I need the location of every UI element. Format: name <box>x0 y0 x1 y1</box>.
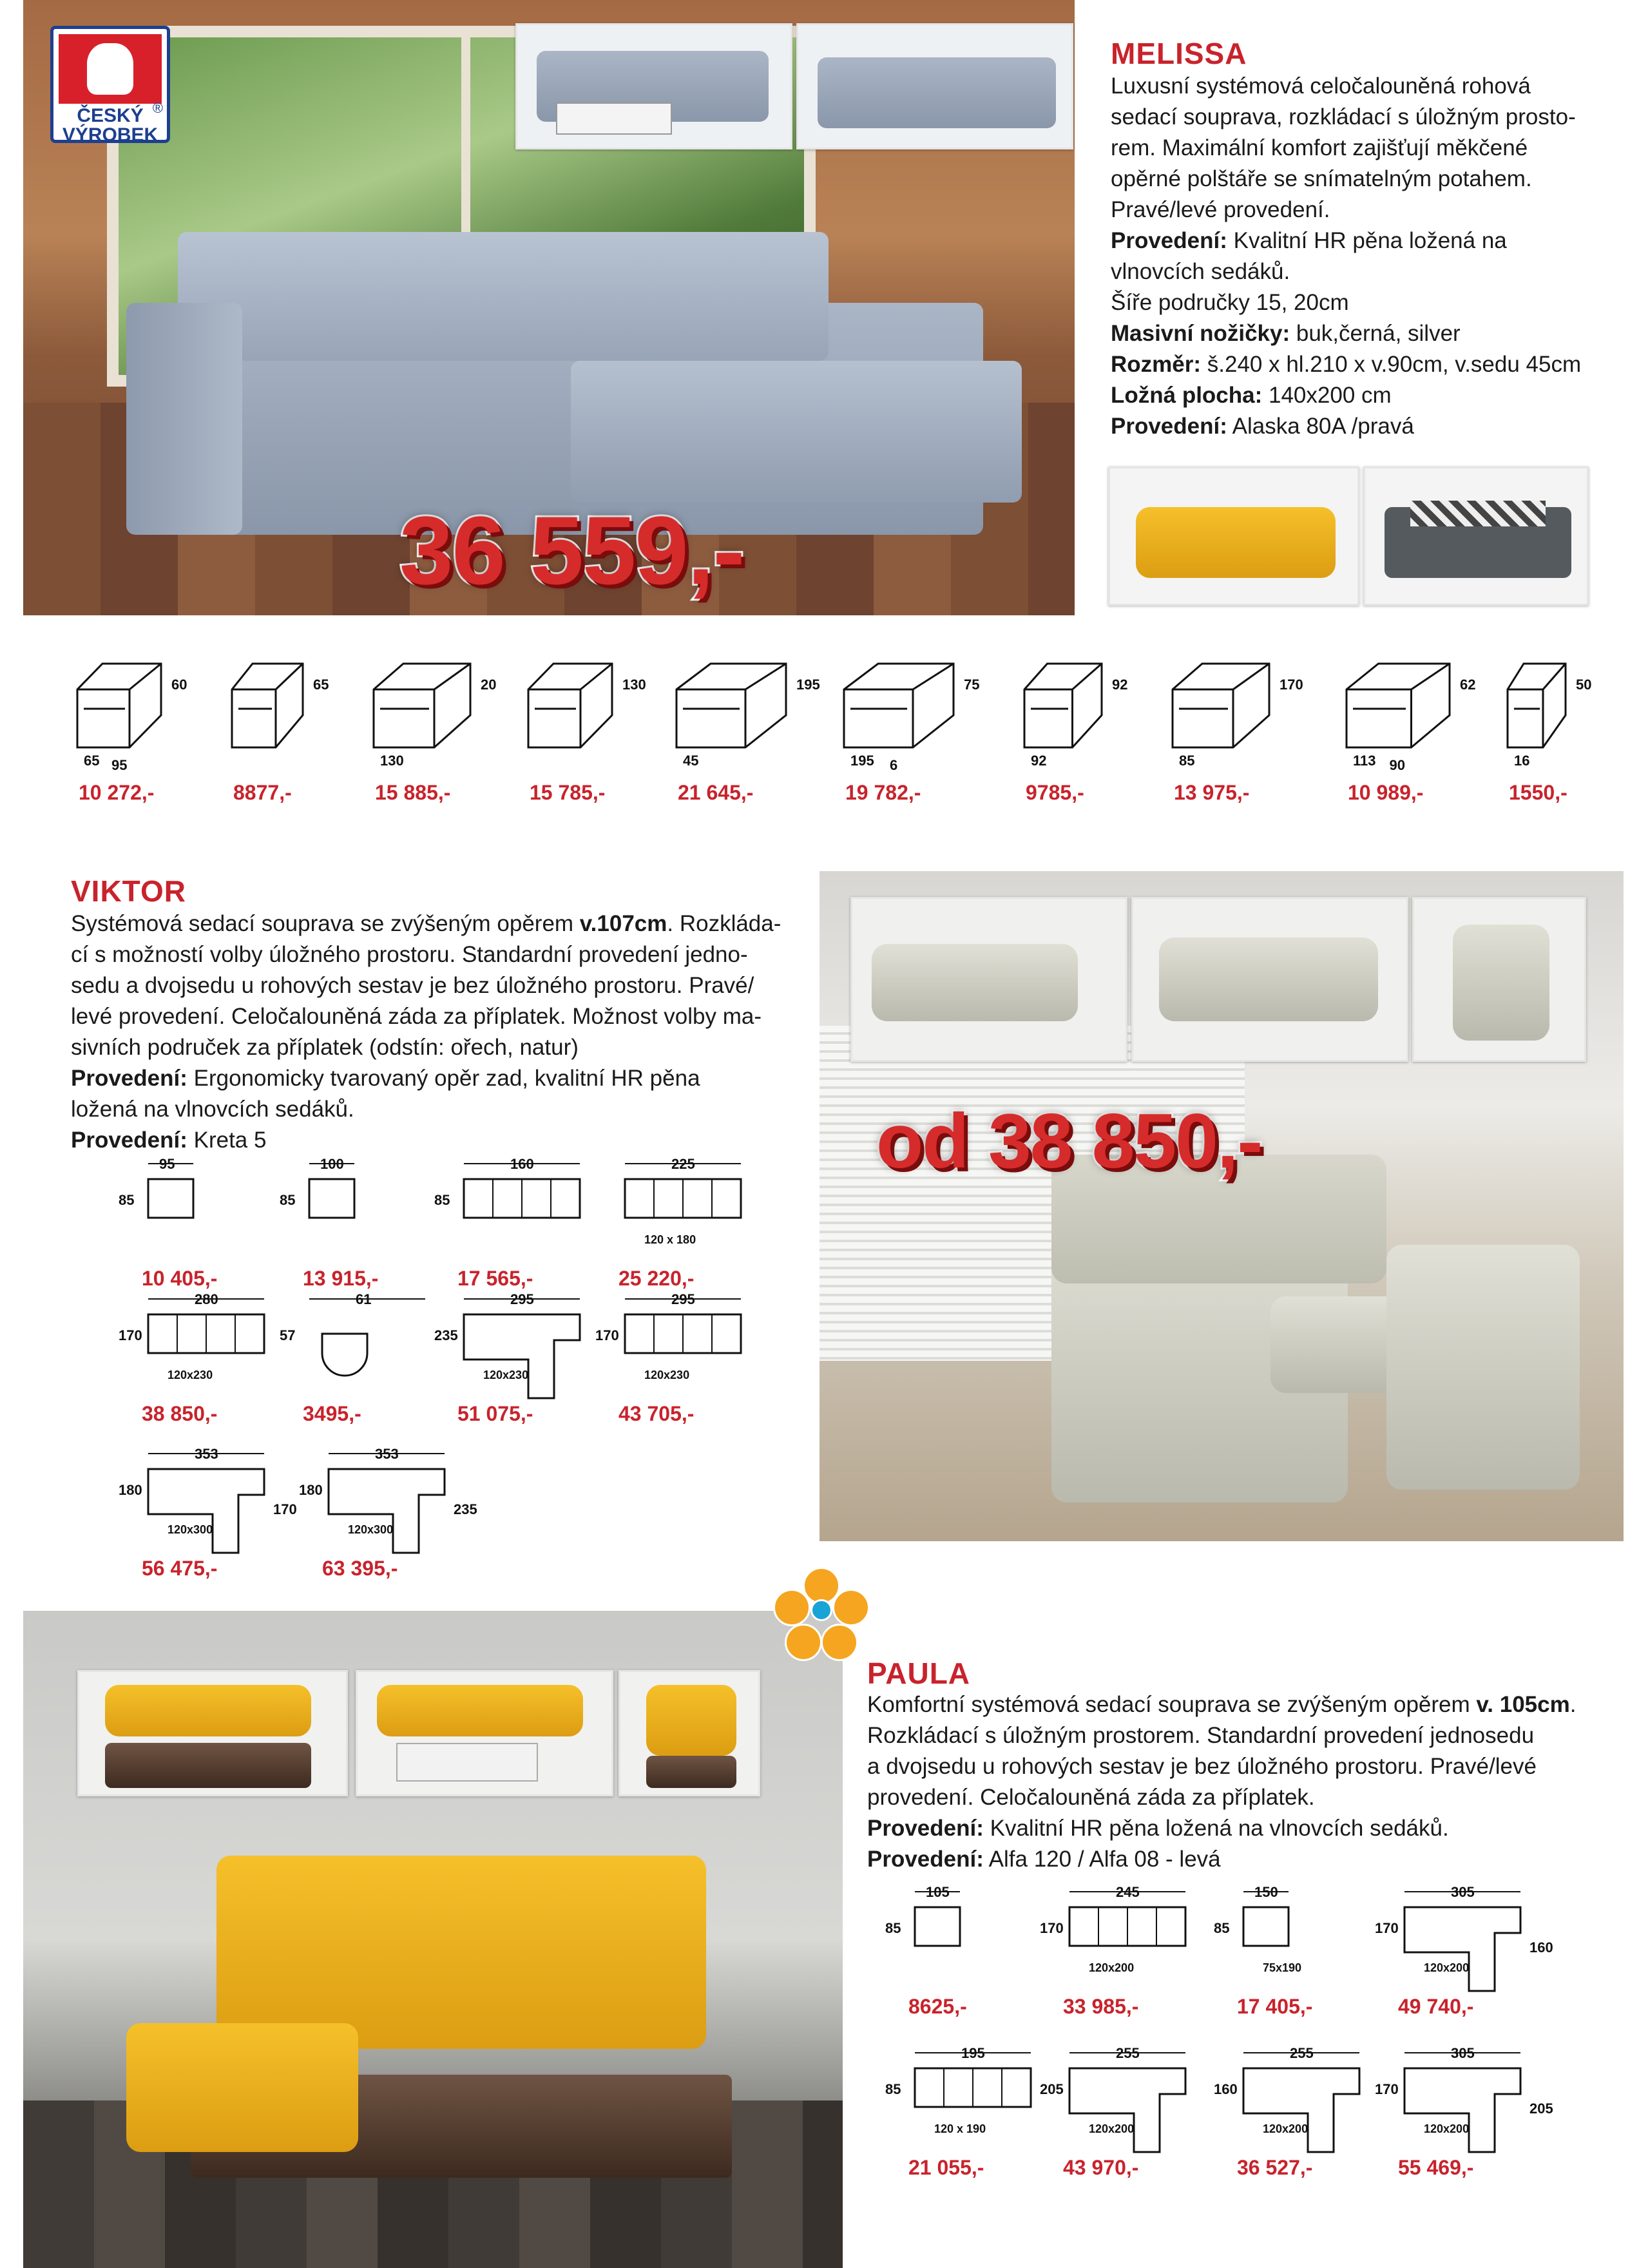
paula-label: Provedení: <box>867 1847 984 1872</box>
module-dimension-label: 85 <box>1179 753 1195 769</box>
diagram-price: 63 395,- <box>322 1557 398 1580</box>
diagram-outline <box>1243 1907 1289 1946</box>
module-dimension-label: 65 <box>313 677 329 693</box>
module-dimension-label: 95 <box>111 757 128 773</box>
melissa-line: sedací souprava, rozkládací s úložným prosto- <box>1111 104 1576 130</box>
diagram-height-label: 170 <box>1375 2081 1399 2097</box>
melissa-line: rem. Maximální komfort zajišťují měkčené <box>1111 135 1528 160</box>
module-dimension-label: 195 <box>850 753 874 769</box>
diagram-bed-label: 120 x 180 <box>644 1233 696 1246</box>
diagram-price: 43 705,- <box>618 1402 695 1425</box>
diagram-height-label: 85 <box>885 2081 901 2097</box>
diagram-height-label: 205 <box>1040 2081 1064 2097</box>
module-dimension-label: 90 <box>1389 757 1405 773</box>
paula-bold: v. 105cm <box>1476 1692 1570 1717</box>
paula-line: Provedení: Kvalitní HR pěna ložená na vlnovcích sedáků. <box>867 1816 1449 1841</box>
diagram-bed-label: 120x230 <box>483 1369 529 1381</box>
dimension-diagram <box>593 1153 760 1276</box>
melissa-label: Provedení: <box>1111 414 1227 439</box>
melissa-label: Rozměr: <box>1111 352 1202 377</box>
module-icon <box>1340 651 1482 773</box>
melissa-label: Masivní nožičky: <box>1111 321 1290 346</box>
paula-line: Komfortní systémová sedací souprava se zvýšeným opěrem v. 105cm. <box>867 1692 1577 1717</box>
dimension-diagram <box>1037 2042 1205 2165</box>
diagram-height-label: 170 <box>119 1327 142 1343</box>
module-dimension-label: 113 <box>1353 753 1376 769</box>
dimension-diagram <box>1037 1881 1205 2004</box>
viktor-armchair <box>1386 1245 1580 1490</box>
viktor-line: Provedení: Ergonomicky tvarovaný opěr zad, kvalitní HR pěna <box>71 1066 700 1091</box>
viktor-line: ložená na vlnovcích sedáků. <box>71 1097 354 1122</box>
dimension-diagram <box>277 1289 445 1411</box>
flower-icon <box>773 1567 870 1664</box>
diagram-outline <box>1069 2068 1185 2152</box>
diagram-height-label: 57 <box>280 1327 296 1343</box>
paula-description <box>867 1689 1576 1875</box>
diagram-outline <box>322 1334 367 1376</box>
module-price: 15 885,- <box>375 781 451 804</box>
diagram-width-label: 353 <box>195 1446 218 1462</box>
diagram-bed-label: 120x200 <box>1089 2122 1135 2135</box>
diagram-price: 36 527,- <box>1237 2156 1313 2179</box>
module-price: 10 272,- <box>79 781 155 804</box>
diagram-bed-label: 120x200 <box>1424 1961 1470 1974</box>
diagram-price: 17 405,- <box>1237 1995 1313 2018</box>
diagram-height-label: 235 <box>434 1327 458 1343</box>
module-icon <box>1166 651 1301 773</box>
dimension-diagram <box>277 1153 445 1276</box>
diagram-bed-label: 120x230 <box>168 1369 213 1381</box>
diagram-bed-label: 120x230 <box>644 1369 690 1381</box>
paula-thumb-storage <box>77 1670 348 1796</box>
module-dimension-label: 130 <box>380 753 404 769</box>
dimension-diagram <box>1211 2042 1379 2165</box>
melissa-line: Pravé/levé provedení. <box>1111 197 1330 222</box>
viktor-line: levé provedení. Celočalouněná záda za příplatek. Možnost volby ma- <box>71 1004 762 1029</box>
melissa-line: opěrné polštáře se snímatelným potahem. <box>1111 166 1532 191</box>
melissa-price-banner: 36 559,- <box>399 496 744 604</box>
module-dimension-label: 195 <box>796 677 820 693</box>
diagram-price: 43 970,- <box>1063 2156 1139 2179</box>
paula-line: provedení. Celočalouněná záda za příplatek. <box>867 1785 1315 1810</box>
diagram-outline <box>1404 2068 1520 2152</box>
diagram-price: 38 850,- <box>142 1402 218 1425</box>
melissa-sofa-chaise <box>571 361 1022 503</box>
paula-label: Provedení: <box>867 1816 984 1841</box>
module-price: 9785,- <box>1026 781 1084 804</box>
diagram-width-label: 295 <box>510 1291 534 1307</box>
module-dimension-label: 130 <box>622 677 646 693</box>
diagram-width-label: 255 <box>1116 2045 1140 2061</box>
diagram-price: 49 740,- <box>1398 1995 1474 2018</box>
module-price: 21 645,- <box>678 781 754 804</box>
diagram-price: 3495,- <box>303 1402 361 1425</box>
diagram-bed-label: 120x200 <box>1424 2122 1470 2135</box>
melissa-thumb-corner <box>796 23 1073 149</box>
module-icon <box>71 651 193 773</box>
module-icon <box>670 651 818 773</box>
diagram-height-label: 85 <box>1214 1920 1230 1936</box>
diagram-height-label: 85 <box>434 1192 450 1208</box>
paula-line: Rozkládací s úložným prostorem. Standardní provedení jednosedu <box>867 1723 1535 1748</box>
badge-line2: VÝROBEK <box>62 124 158 146</box>
viktor-thumb-bed <box>1131 897 1408 1062</box>
diagram-width-label: 245 <box>1116 1884 1140 1900</box>
diagram-bed-label: 120x300 <box>348 1523 394 1536</box>
module-dimension-label: 50 <box>1576 677 1592 693</box>
melissa-line: vlnovcích sedáků. <box>1111 259 1290 284</box>
melissa-description <box>1111 71 1581 442</box>
melissa-line: Masivní nožičky: buk,černá, silver <box>1111 321 1461 346</box>
diagram-price: 21 055,- <box>908 2156 984 2179</box>
diagram-price: 55 469,- <box>1398 2156 1474 2179</box>
module-dimension-label: 62 <box>1460 677 1476 693</box>
module-icon <box>225 651 335 773</box>
module-icon <box>838 651 986 773</box>
paula-title: PAULA <box>867 1657 971 1690</box>
diagram-price: 17 565,- <box>457 1267 533 1290</box>
viktor-bold: v.107cm <box>579 911 667 936</box>
melissa-line: Rozměr: š.240 x hl.210 x v.90cm, v.sedu 45cm <box>1111 352 1582 377</box>
viktor-line: cí s možností volby úložného prostoru. Standardní provedení jedno- <box>71 942 748 967</box>
diagram-width-label: 255 <box>1290 2045 1314 2061</box>
diagram-height-label: 160 <box>1214 2081 1238 2097</box>
diagram-price: 33 985,- <box>1063 1995 1139 2018</box>
badge-lion-icon <box>59 34 162 104</box>
diagram-height-label: 170 <box>1375 1920 1399 1936</box>
viktor-line: Systémová sedací souprava se zvýšeným opěrem v.107cm. Rozkláda- <box>71 911 781 936</box>
diagram-depth-label: 205 <box>1529 2100 1553 2117</box>
paula-sofa-back <box>216 1856 706 2049</box>
melissa-line: Luxusní systémová celočalouněná rohová <box>1111 73 1531 99</box>
melissa-line: Šíře područky 15, 20cm <box>1111 290 1349 315</box>
diagram-bed-label: 75x190 <box>1263 1961 1302 1974</box>
diagram-bed-label: 120x300 <box>168 1523 213 1536</box>
melissa-line: Ložná plocha: 140x200 cm <box>1111 383 1392 408</box>
viktor-line: sivních područek za příplatek (odstín: ořech, natur) <box>71 1035 579 1060</box>
viktor-description <box>71 908 781 1156</box>
dimension-diagram <box>1372 2042 1553 2165</box>
diagram-width-label: 305 <box>1451 1884 1475 1900</box>
diagram-price: 10 405,- <box>142 1267 218 1290</box>
viktor-label: Provedení: <box>71 1066 187 1091</box>
viktor-price-banner: od 38 850,- <box>876 1098 1262 1184</box>
diagram-width-label: 160 <box>510 1156 534 1172</box>
module-price: 8877,- <box>233 781 292 804</box>
diagram-bed-label: 120x200 <box>1089 1961 1135 1974</box>
viktor-line: Provedení: Kreta 5 <box>71 1128 267 1153</box>
diagram-width-label: 61 <box>356 1291 372 1307</box>
diagram-outline <box>148 1469 264 1553</box>
module-price: 1550,- <box>1509 781 1567 804</box>
dimension-diagram <box>432 1153 599 1276</box>
melissa-label: Provedení: <box>1111 228 1227 253</box>
module-dimension-label: 65 <box>84 753 100 769</box>
melissa-sofa-back <box>178 232 829 361</box>
module-price: 15 785,- <box>530 781 606 804</box>
dimension-diagram <box>116 1153 283 1276</box>
melissa-label: Ložná plocha: <box>1111 383 1263 408</box>
module-dimension-label: 20 <box>481 677 497 693</box>
viktor-label: Provedení: <box>71 1128 187 1153</box>
diagram-outline <box>329 1469 445 1553</box>
diagram-outline <box>1243 2068 1359 2152</box>
dimension-diagram <box>296 1443 477 1566</box>
diagram-width-label: 353 <box>375 1446 399 1462</box>
diagram-height-label: 170 <box>595 1327 619 1343</box>
module-dimension-label: 60 <box>171 677 187 693</box>
diagram-height-label: 180 <box>299 1482 323 1498</box>
diagram-outline <box>309 1179 354 1218</box>
diagram-height-label: 85 <box>119 1192 135 1208</box>
module-icon <box>522 651 644 773</box>
dimension-diagram <box>883 2042 1050 2165</box>
viktor-thumb-armchair <box>1412 897 1586 1062</box>
module-price: 19 782,- <box>845 781 921 804</box>
diagram-depth-label: 160 <box>1529 1939 1553 1956</box>
module-dimension-label: 75 <box>964 677 980 693</box>
viktor-line: sedu a dvojsedu u rohových sestav je bez úložného prostoru. Pravé/ <box>71 973 754 998</box>
dimension-diagram <box>1372 1881 1553 2004</box>
diagram-height-label: 170 <box>1040 1920 1064 1936</box>
paula-thumb-bed <box>356 1670 613 1796</box>
diagram-price: 25 220,- <box>618 1267 695 1290</box>
diagram-height-label: 85 <box>885 1920 901 1936</box>
melissa-thumb-yellow <box>1108 466 1359 606</box>
diagram-outline <box>915 1907 960 1946</box>
diagram-depth-label: 235 <box>454 1501 477 1517</box>
diagram-width-label: 295 <box>671 1291 695 1307</box>
module-dimension-label: 170 <box>1280 677 1303 693</box>
diagram-width-label: 150 <box>1254 1884 1278 1900</box>
czech-product-badge <box>50 26 170 146</box>
module-dimension-label: 16 <box>1514 753 1530 769</box>
dimension-diagram <box>883 1881 1050 2004</box>
diagram-price: 13 915,- <box>303 1267 379 1290</box>
module-dimension-label: 92 <box>1031 753 1047 769</box>
registered-mark: ® <box>152 100 163 116</box>
module-dimension-label: 45 <box>683 753 699 769</box>
diagram-width-label: 305 <box>1451 2045 1475 2061</box>
diagram-depth-label: 170 <box>273 1501 297 1517</box>
diagram-height-label: 180 <box>119 1482 142 1498</box>
viktor-title: VIKTOR <box>71 874 186 908</box>
paula-line: a dvojsedu u rohových sestav je bez úložného prostoru. Pravé/levé <box>867 1754 1537 1779</box>
diagram-outline <box>464 1314 580 1398</box>
diagram-bed-label: 120x200 <box>1263 2122 1308 2135</box>
diagram-outline <box>1404 1907 1520 1991</box>
paula-footstool <box>126 2023 358 2152</box>
module-icon <box>1018 651 1134 773</box>
diagram-width-label: 280 <box>195 1291 218 1307</box>
dimension-diagram <box>593 1289 760 1411</box>
diagram-height-label: 85 <box>280 1192 296 1208</box>
diagram-width-label: 225 <box>671 1156 695 1172</box>
melissa-title: MELISSA <box>1111 37 1247 70</box>
badge-line1: ČESKÝ <box>77 105 144 126</box>
module-price: 10 989,- <box>1348 781 1424 804</box>
diagram-width-label: 95 <box>159 1156 175 1172</box>
diagram-outline <box>148 1179 193 1218</box>
diagram-width-label: 100 <box>320 1156 344 1172</box>
module-dimension-label: 6 <box>890 757 898 773</box>
melissa-sofa-arm <box>126 303 242 535</box>
dimension-diagram <box>116 1289 283 1411</box>
melissa-line: Provedení: Alaska 80A /pravá <box>1111 414 1414 439</box>
diagram-bed-label: 120 x 190 <box>934 2122 986 2135</box>
melissa-thumb-grey <box>1363 466 1589 606</box>
module-price: 13 975,- <box>1174 781 1250 804</box>
module-dimension-label: 92 <box>1112 677 1128 693</box>
dimension-diagram <box>432 1289 599 1411</box>
dimension-diagram <box>116 1443 297 1566</box>
module-icon <box>367 651 503 773</box>
diagram-price: 56 475,- <box>142 1557 218 1580</box>
melissa-thumb-bed <box>515 23 792 149</box>
viktor-thumb-storage <box>850 897 1127 1062</box>
paula-line: Provedení: Alfa 120 / Alfa 08 - levá <box>867 1847 1221 1872</box>
diagram-price: 51 075,- <box>457 1402 533 1425</box>
module-icon <box>1501 651 1598 773</box>
diagram-price: 8625,- <box>908 1995 967 2018</box>
melissa-line: Provedení: Kvalitní HR pěna ložená na <box>1111 228 1507 253</box>
diagram-width-label: 105 <box>926 1884 950 1900</box>
dimension-diagram <box>1211 1881 1379 2004</box>
paula-thumb-armchair <box>618 1670 760 1796</box>
diagram-width-label: 195 <box>961 2045 985 2061</box>
